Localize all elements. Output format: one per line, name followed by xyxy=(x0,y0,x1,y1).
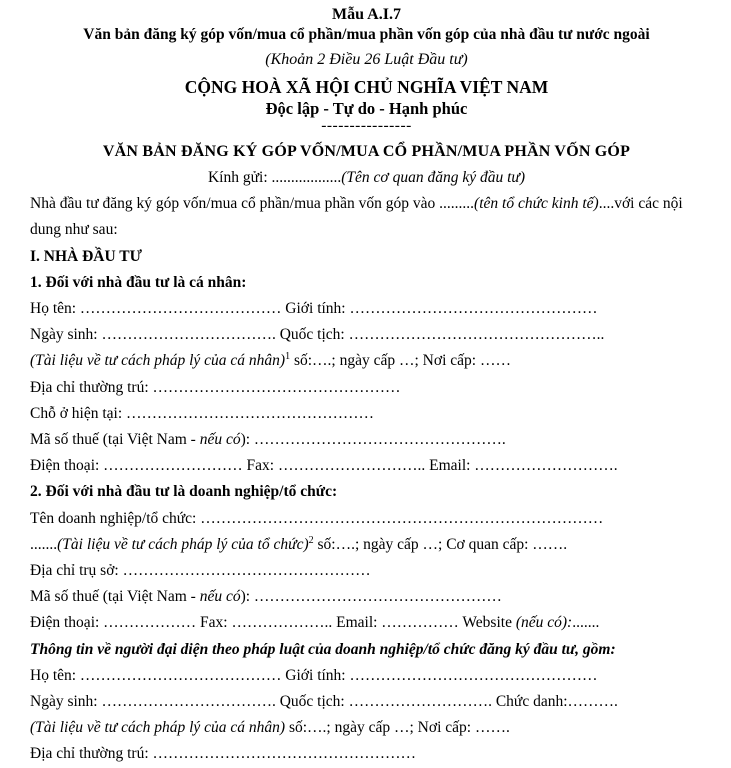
national-title: CỘNG HOÀ XÃ HỘI CHỦ NGHĨA VIỆT NAM xyxy=(184,77,549,97)
organization-website-if-any-note: (nếu có): xyxy=(515,614,573,632)
national-motto: Độc lập - Tự do - Hạnh phúc xyxy=(265,99,468,118)
footnote-marker-1: 1 xyxy=(285,351,291,363)
individual-current-address-line: Chỗ ở hiện tại: ………………………………………… xyxy=(30,404,375,422)
recipient-hint: (Tên cơ quan đăng ký đầu tư) xyxy=(341,169,525,186)
organization-legal-doc-label: (Tài liệu về tư cách pháp lý của tổ chức) xyxy=(57,535,309,553)
individual-name-gender-line: Họ tên: ………………………………… Giới tính: ………………………………………… xyxy=(30,300,598,318)
salutation-line xyxy=(30,165,703,191)
organization-tax-if-any-note: nếu có xyxy=(199,588,241,606)
individual-tax-if-any-note: nếu có xyxy=(199,431,241,449)
individual-dob-nationality-line: Ngày sinh: ……………………………. Quốc tịch: ………………………………………….. xyxy=(30,326,605,344)
individual-legal-doc-fields: số:….; ngày cấp …; Nơi cấp: …… xyxy=(290,352,511,370)
organization-tax-label: Mã số thuế (tại Việt Nam - xyxy=(30,588,200,606)
organization-legal-doc-fields: số:….; ngày cấp …; Cơ quan cấp: ……. xyxy=(313,535,568,553)
organization-contacts-labels: Điện thoại: ……………… Fax: ……………….. Email: …………… Website xyxy=(30,614,516,632)
intro-text-after: với các nội dung như sau: xyxy=(30,195,683,239)
salutation-blank-field: .................. xyxy=(271,169,342,186)
representative-legal-doc-line xyxy=(30,715,703,741)
section-heading-investor: I. NHÀ ĐẦU TƯ xyxy=(30,247,142,265)
individual-permanent-address-line: Địa chỉ thường trú: ………………………………………… xyxy=(30,378,401,396)
subsection-heading-individual: 1. Đối với nhà đầu tư là cá nhân: xyxy=(30,273,247,291)
footnote-marker-2: 2 xyxy=(308,534,314,546)
individual-tax-code-line xyxy=(30,427,703,453)
organization-legal-doc-lead-dots: ....... xyxy=(30,535,58,553)
document-title: VĂN BẢN ĐĂNG KÝ GÓP VỐN/MUA CỔ PHẦN/MUA PHẦN VỐN GÓP xyxy=(102,143,631,160)
subsection-heading-organization: 2. Đối với nhà đầu tư là doanh nghiệp/tổ chức: xyxy=(30,483,338,501)
organization-tax-code-line xyxy=(30,584,703,610)
organization-website-blank-field: ....... xyxy=(572,614,600,632)
entity-name-hint: (tên tổ chức kinh tế) xyxy=(474,195,599,213)
representative-heading: Thông tin về người đại diện theo pháp luật của doanh nghiệp/tổ chức đăng ký đầu tư, gồm: xyxy=(30,640,616,658)
organization-legal-doc-line xyxy=(30,532,703,558)
organization-name-line: Tên doanh nghiệp/tổ chức: …………………………………………………………………… xyxy=(30,509,604,527)
organization-contacts-line xyxy=(30,610,703,636)
organization-tax-blank-field: ): ………………………………………… xyxy=(240,588,502,606)
salutation-label: Kính gửi: xyxy=(207,169,272,186)
form-description: Văn bản đăng ký góp vốn/mua cổ phần/mua phần vốn góp của nhà đầu tư nước ngoài xyxy=(83,26,650,43)
intro-text-before: Nhà đầu tư đăng ký góp vốn/mua cổ phần/mua phần vốn góp vào xyxy=(30,195,440,213)
representative-name-gender-line: Họ tên: ………………………………… Giới tính: ………………………………………… xyxy=(30,666,598,684)
intro-blank-field-1: ......... xyxy=(439,195,475,213)
individual-legal-doc-line xyxy=(30,348,703,374)
representative-permanent-address-line: Địa chỉ thường trú: …………………………………………… xyxy=(30,745,416,763)
individual-tax-blank-field: ): …………………………………………. xyxy=(240,431,506,449)
individual-tax-label: Mã số thuế (tại Việt Nam - xyxy=(30,431,200,449)
intro-blank-field-2: .... xyxy=(598,195,615,213)
header-separator: ---------------- xyxy=(321,117,412,134)
form-code: Mẫu A.I.7 xyxy=(332,6,401,23)
individual-phone-fax-email-line: Điện thoại: ……………………… Fax: ……………………….. Email: ………………………. xyxy=(30,457,618,475)
representative-legal-doc-fields: số:….; ngày cấp …; Nơi cấp: ……. xyxy=(285,719,510,737)
individual-legal-doc-label: (Tài liệu về tư cách pháp lý của cá nhân) xyxy=(30,352,286,370)
intro-paragraph xyxy=(30,191,703,243)
organization-hq-address-line: Địa chỉ trụ sở: ………………………………………… xyxy=(30,562,371,580)
representative-dob-nationality-title-line: Ngày sinh: ……………………………. Quốc tịch: ………………………. Chức danh:………. xyxy=(30,693,618,711)
representative-legal-doc-label: (Tài liệu về tư cách pháp lý của cá nhân) xyxy=(30,719,286,737)
legal-basis: (Khoản 2 Điều 26 Luật Đầu tư) xyxy=(265,51,468,68)
